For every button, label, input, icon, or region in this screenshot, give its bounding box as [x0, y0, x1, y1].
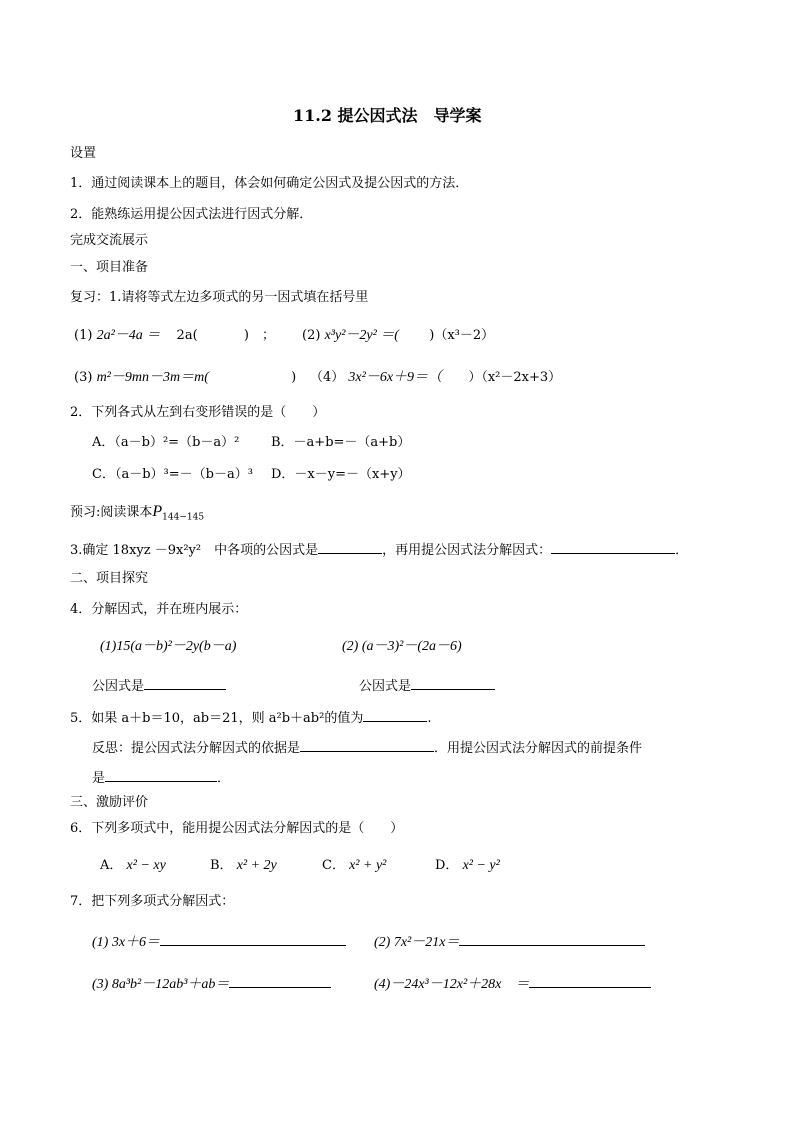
question-4-common-2 — [359, 675, 495, 696]
review-4-label: （4） — [310, 370, 345, 385]
question-6: 6．下列多项式中，能用提公因式法分解因式的是（ ） — [70, 821, 404, 836]
question-3-end: ． — [675, 543, 689, 558]
q6-b-expr: x² + 2y — [236, 858, 277, 873]
q7-2-expr: (2) 7x²－21x＝ — [374, 935, 460, 950]
page-title: 11.2 提公因式法 导学案 — [293, 106, 482, 125]
q7-1-expr: (1) 3x＋6＝ — [92, 935, 161, 950]
preview-line — [70, 503, 204, 522]
q6-d-expr: x² − y² — [462, 858, 500, 873]
question-4: 4．分解因式，并在班内展示： — [70, 602, 248, 617]
review-row-1 — [74, 327, 275, 345]
preview-page-range: 144−145 — [162, 512, 205, 523]
question-2-option-d: D．－x－y=－（x+y） — [271, 467, 411, 482]
review-row-4 — [310, 369, 561, 387]
section-3-heading: 三、激励评价 — [70, 795, 149, 810]
common-label-2: 公因式是 — [359, 679, 412, 694]
question-3-text-b: ，再用提公因式法分解因式： — [382, 543, 552, 558]
review-3-label: (3) — [74, 370, 93, 385]
question-4-part-1: (1)15(a－b)²－2y(b－a) — [100, 639, 237, 654]
preview-page-symbol: P — [152, 503, 163, 520]
review-1-label: (1) — [74, 328, 93, 343]
q6-c-label: C． — [322, 858, 345, 873]
section-2-heading: 二、项目探究 — [70, 571, 149, 586]
question-2-option-a: A．（a－b）²=（b－a）² — [92, 435, 240, 450]
question-4-common-1 — [92, 675, 226, 696]
question-5 — [70, 707, 431, 728]
q7-1-blank[interactable] — [160, 931, 346, 946]
question-7-part-4 — [374, 973, 651, 994]
reflection-line-2 — [92, 767, 230, 788]
common-blank-1[interactable] — [144, 675, 226, 690]
q7-2-blank[interactable] — [459, 931, 645, 946]
reflection-line-1 — [92, 737, 642, 758]
review-3-expression: m²－9mn－3m＝m( — [96, 370, 209, 385]
q6-c-expr: x² + y² — [349, 858, 387, 873]
question-7-part-2 — [374, 931, 645, 952]
reflection-text-c: 是 — [92, 771, 106, 786]
question-6-option-b — [210, 857, 277, 875]
review-2-rhs: )（x³－2） — [429, 328, 495, 343]
question-6-option-a — [100, 857, 166, 875]
question-3-blank-2[interactable] — [551, 539, 675, 554]
section-exchange: 完成交流展示 — [70, 233, 149, 248]
review-1-expression: 2a²－4a ＝ — [96, 328, 161, 343]
q7-4-blank[interactable] — [529, 973, 651, 988]
review-intro: 复习：1.请将等式左边多项式的另一因式填在括号里 — [70, 290, 369, 305]
q6-b-label: B． — [210, 858, 233, 873]
question-5-blank[interactable] — [363, 707, 427, 722]
reflection-end: ． — [217, 771, 231, 786]
review-4-expression: 3x²－6x＋9＝（ — [348, 370, 443, 385]
review-4-rhs: ）（x²－2x+3） — [468, 370, 562, 385]
question-5-text: 5．如果 a＋b＝10，ab＝21，则 a²b＋ab²的值为 — [70, 711, 364, 726]
reflection-blank-2[interactable] — [105, 767, 217, 782]
goal-1: 1．通过阅读课本上的题目，体会如何确定公因式及提公因式的方法． — [70, 176, 469, 191]
question-4-part-2: (2) (a－3)²－(2a－6) — [342, 639, 462, 654]
q7-3-blank[interactable] — [229, 973, 331, 988]
review-3-close: ) — [291, 370, 297, 385]
reflection-text-a: 反思：提公因式法分解因式的依据是 — [92, 741, 301, 756]
q6-a-expr: x² − xy — [126, 858, 166, 873]
question-2-option-c: C．（a－b）³=－（b－a）³ — [92, 467, 253, 482]
question-7-part-1 — [92, 931, 346, 952]
question-3-blank-1[interactable] — [318, 539, 382, 554]
question-6-option-d — [435, 857, 500, 875]
review-row-3 — [74, 369, 296, 387]
review-1-rhs: 2a( — [176, 328, 198, 343]
common-blank-2[interactable] — [411, 675, 495, 690]
reflection-text-b: ．用提公因式法分解因式的前提条件 — [434, 741, 643, 756]
section-setup: 设置 — [70, 146, 97, 161]
section-1-heading: 一、项目准备 — [70, 260, 149, 275]
question-6-option-c — [322, 857, 386, 875]
q7-3-expr: (3) 8a³b²－12ab³＋ab＝ — [92, 977, 230, 992]
question-7-part-3 — [92, 973, 331, 994]
reflection-blank-1[interactable] — [300, 737, 434, 752]
preview-text: 预习:阅读课本 — [70, 505, 153, 520]
q6-d-label: D． — [435, 858, 459, 873]
common-label-1: 公因式是 — [92, 679, 145, 694]
goal-2: 2．能熟练运用提公因式法进行因式分解． — [70, 207, 313, 222]
q6-a-label: A． — [100, 858, 123, 873]
review-row-2 — [302, 327, 494, 345]
review-1-close: ) ； — [243, 328, 275, 343]
question-3 — [70, 539, 688, 560]
question-7: 7．把下列多项式分解因式： — [70, 894, 235, 909]
question-2-option-b: B．－a+b=－（a+b） — [271, 435, 411, 450]
review-2-label: (2) — [302, 328, 321, 343]
question-3-text-a: 3.确定 18xyz －9x²y² 中各项的公因式是 — [70, 543, 319, 558]
question-2: 2．下列各式从左到右变形错误的是（ ） — [70, 405, 326, 420]
question-5-end: . — [427, 711, 432, 726]
q7-4-expr: (4)－24x³－12x²＋28x ＝ — [374, 977, 530, 992]
review-2-expression: x³y²－2y² ＝( — [324, 328, 399, 343]
